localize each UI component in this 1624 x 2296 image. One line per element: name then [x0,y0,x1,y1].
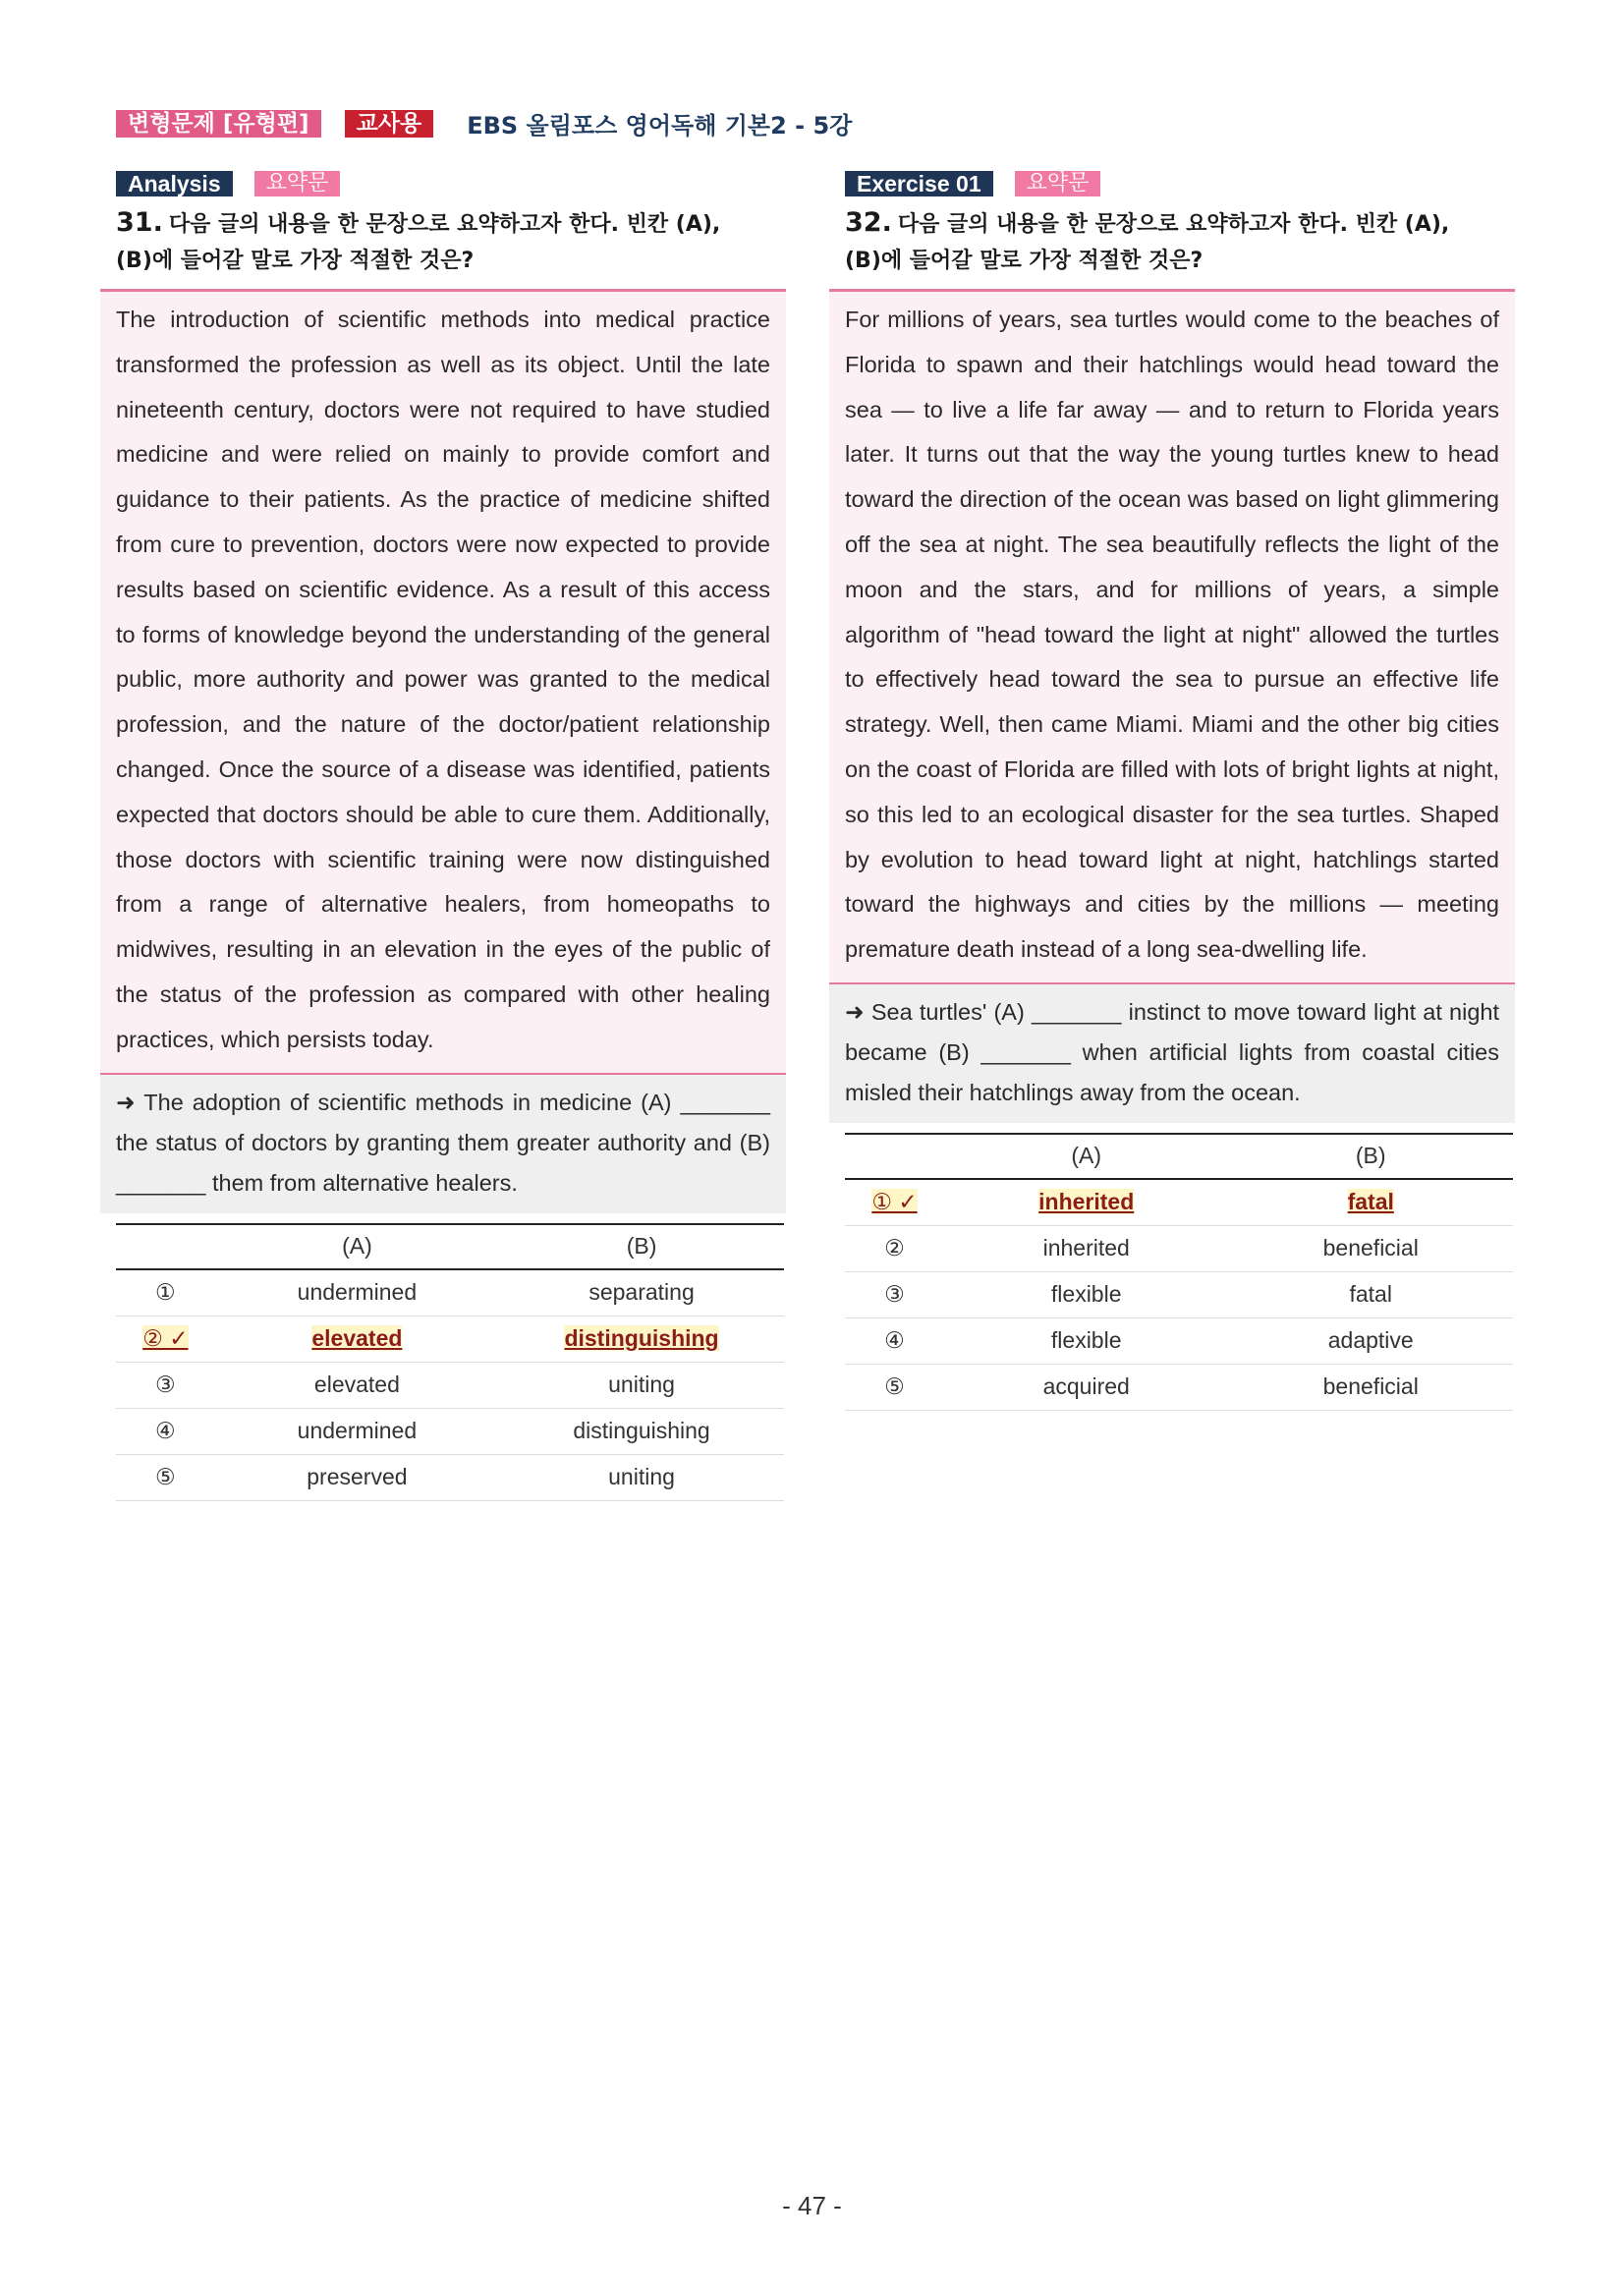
option-number: ④ [845,1317,944,1364]
option-row-4[interactable] [845,1317,1513,1364]
option-number: ② [845,1225,944,1271]
column-a-header: (A) [215,1224,499,1269]
option-b-value: separating [499,1269,784,1316]
option-number-correct [116,1316,215,1362]
question-number: 32. [845,207,892,238]
column-b-header: (B) [1228,1134,1513,1179]
question-number: 31. [116,207,163,238]
option-b-value: uniting [499,1454,784,1500]
page-title: EBS 올림포스 영어독해 기본2 - 5강 [467,112,853,140]
option-number: ③ [845,1271,944,1317]
option-number-header [116,1224,215,1269]
option-number-header [845,1134,944,1179]
question-text-line2: (B)에 들어갈 말로 가장 적절한 것은? [845,249,1204,273]
option-row-5[interactable] [845,1364,1513,1410]
correct-option-mark: ② ✓ [142,1325,189,1352]
option-number: ⑤ [845,1364,944,1410]
option-a-value: inherited [944,1225,1229,1271]
answer-options-table [116,1223,784,1501]
option-number: ① [116,1269,215,1316]
summary-sentence: ➜ The adoption of scientific methods in medicine (A) _______ the status of doctors by granting them greater authority and (B) _______ them from alternative healers. [100,1075,786,1213]
correct-a-value: elevated [311,1325,403,1352]
column-a-header: (A) [944,1134,1229,1179]
option-b-cell [1228,1179,1513,1226]
option-a-value: flexible [944,1317,1229,1364]
option-a-value: undermined [215,1408,499,1454]
column-b-header: (B) [499,1224,784,1269]
type-tag: 변형문제 [유형편] [116,110,321,138]
question-labels [100,171,786,196]
option-a-cell [944,1179,1229,1226]
option-row-3[interactable] [845,1271,1513,1317]
passage-text: The introduction of scientific methods into medical practice transformed the profession as well as its object. Until the late nineteenth century, doctors were not required to have studied medicine and were relied on mainly to provide comfort and guidance to their patients. As the practice of medicine shifted from cure to prevention, doctors were now expected to provide results based on scientific evidence. As a result of this access to forms of knowledge beyond the understanding of the general public, more authority and power was granted to the medical profession, and the nature of the doctor/patient relationship changed. Once the source of a disease was identified, patients expected that doctors should be able to cure them. Additionally, those doctors with scientific training were now distinguished from a range of alternative healers, from homeopaths to midwives, resulting in an elevation in the eyes of the public of the status of the profession as compared with other healing practices, which persists today. [100,289,786,1075]
question-31 [100,171,786,1501]
summary-type-label: 요약문 [1015,171,1101,196]
teacher-tag: 교사용 [345,110,434,138]
option-b-cell [499,1316,784,1362]
question-32 [829,171,1515,1411]
option-a-value: elevated [215,1362,499,1408]
option-b-value: adaptive [1228,1317,1513,1364]
option-row-1-correct[interactable] [845,1179,1513,1226]
correct-b-value: fatal [1347,1189,1394,1215]
summary-type-label: 요약문 [254,171,341,196]
option-b-value: fatal [1228,1271,1513,1317]
option-row-1[interactable] [116,1269,784,1316]
question-prompt [829,204,1515,279]
question-prompt [100,204,786,279]
option-a-value: acquired [944,1364,1229,1410]
question-text-line2: (B)에 들어갈 말로 가장 적절한 것은? [116,249,475,273]
option-number: ⑤ [116,1454,215,1500]
option-a-cell [215,1316,499,1362]
option-a-value: undermined [215,1269,499,1316]
option-row-2[interactable] [845,1225,1513,1271]
page-header [116,106,852,140]
correct-a-value: inherited [1038,1189,1135,1215]
option-b-value: distinguishing [499,1408,784,1454]
option-b-value: beneficial [1228,1225,1513,1271]
option-row-2-correct[interactable] [116,1316,784,1362]
correct-option-mark: ① ✓ [871,1189,918,1215]
option-b-value: beneficial [1228,1364,1513,1410]
question-labels [829,171,1515,196]
option-number: ③ [116,1362,215,1408]
summary-sentence: ➜ Sea turtles' (A) _______ instinct to move toward light at night became (B) _______ when artificial lights from coastal cities misled their hatchlings away from the ocean. [829,984,1515,1123]
option-b-value: uniting [499,1362,784,1408]
option-number: ④ [116,1408,215,1454]
analysis-label: Analysis [116,171,233,196]
option-row-5[interactable] [116,1454,784,1500]
option-a-value: preserved [215,1454,499,1500]
question-text-line1: 다음 글의 내용을 한 문장으로 요약하고자 한다. 빈칸 (A), [897,212,1450,237]
options-header-row [116,1224,784,1269]
answer-options-table [845,1133,1513,1411]
page-number: - 47 - [782,2191,842,2220]
option-number-correct [845,1179,944,1226]
correct-b-value: distinguishing [564,1325,719,1352]
option-row-3[interactable] [116,1362,784,1408]
options-header-row [845,1134,1513,1179]
option-a-value: flexible [944,1271,1229,1317]
passage-text: For millions of years, sea turtles would come to the beaches of Florida to spawn and their hatchlings would head toward the sea — to live a life far away — and to return to Florida years later. It turns out that the way the young turtles knew to head toward the direction of the ocean was based on light glimmering off the sea at night. The sea beautifully reflects the light of the moon and the stars, and for millions of years, a simple algorithm of "head toward the light at night" allowed the turtles to effectively head toward the sea to pursue an effective life strategy. Well, then came Miami. Miami and the other big cities on the coast of Florida are filled with lots of bright lights at night, so this led to an ecological disaster for the sea turtles. Shaped by evolution to head toward light at night, hatchlings started toward the highways and cities by the millions — meeting premature death instead of a long sea-dwelling life. [829,289,1515,984]
question-text-line1: 다음 글의 내용을 한 문장으로 요약하고자 한다. 빈칸 (A), [168,212,721,237]
exercise-label: Exercise 01 [845,171,993,196]
option-row-4[interactable] [116,1408,784,1454]
